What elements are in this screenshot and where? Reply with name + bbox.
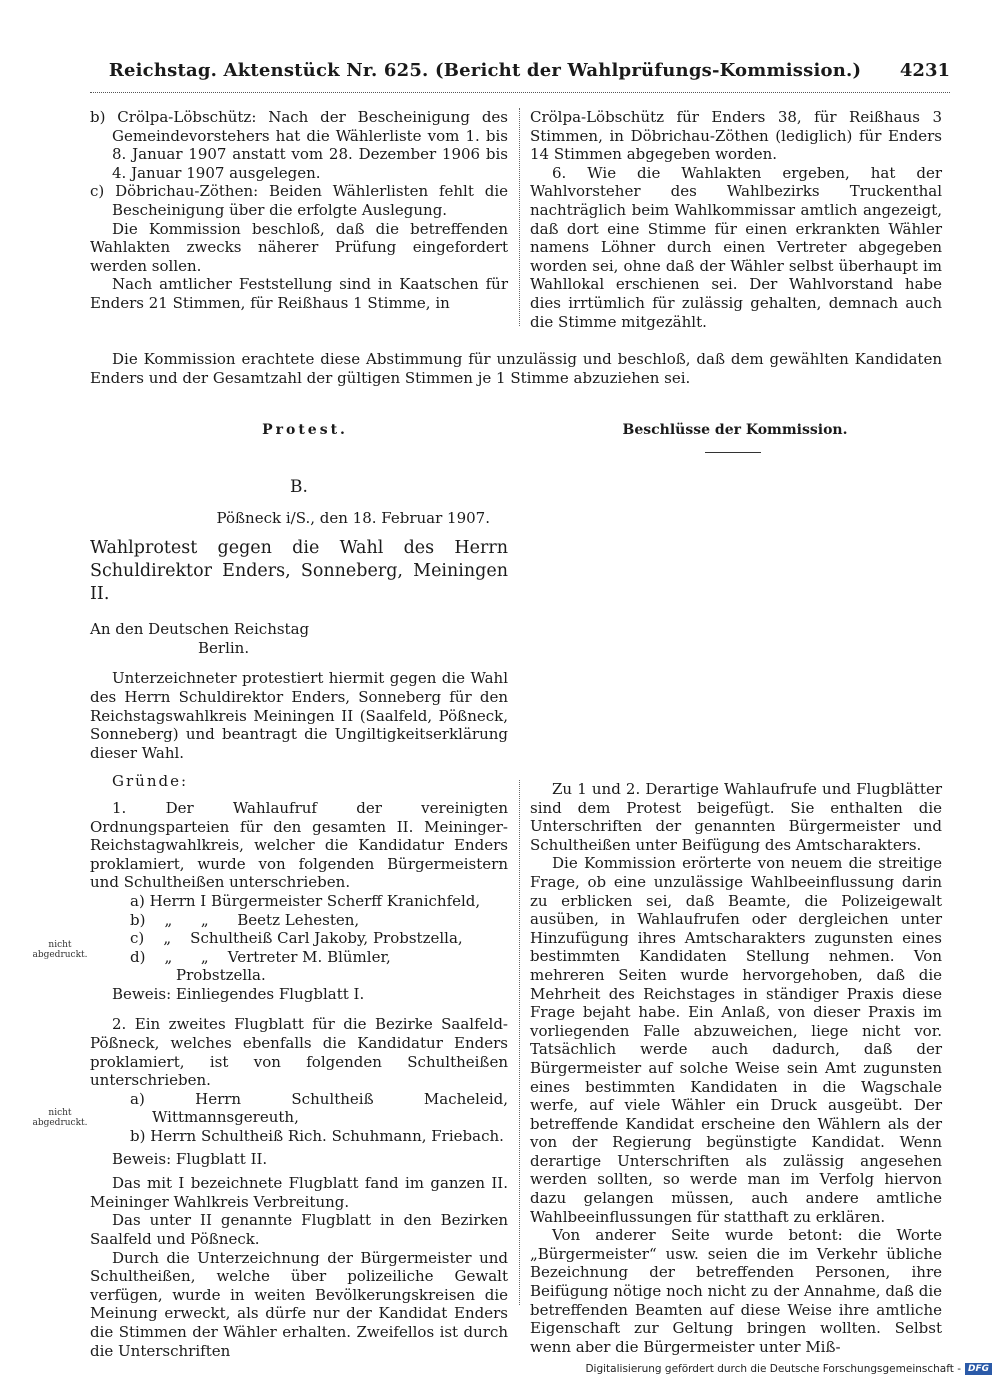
commission-decision-full: Die Kommission erachtete diese Abstimmung für unzulässig und beschloß, daß dem gewählten Kandidaten Enders und der Gesamtzahl der gültigen Stimmen je 1 Stimme abzuziehen sei. bbox=[90, 350, 942, 387]
running-head: Reichstag. Aktenstück Nr. 625. (Bericht der Wahlprüfungs-Kommission.) bbox=[108, 60, 862, 81]
ground-1-item: a) Herrn I Bürgermeister Scherff Kranichfeld, bbox=[130, 891, 481, 910]
top-left-column bbox=[90, 108, 508, 313]
resolutions-column bbox=[530, 780, 942, 1356]
resolution-paragraph: Die Kommission erörterte von neuem die streitige Frage, ob eine unzulässige Wahlbeeinflussung darin zu erblicken sei, daß Beamte, die Polizeigewalt ausüben, in Wahlaufrufen oder dergleichen unter Hinzufügung ihres Amtscharakters zugunsten eines bestimmten Kandidaten Stellung nehmen. Von mehreren Seiten wurde hervorgehoben, daß die Mehrheit des Reichstages in ständiger Praxis diese Frage bejaht habe. Ein Anlaß, von dieser Praxis im vorliegenden Falle abzuweichen, liege nicht vor. Tatsächlich werde auch dadurch, daß der Bürgermeister auf solche Weise sein Amt zugunsten eines bestimmten Kandidaten in die Wagschale werfe, auf viele Wähler ein Druck ausgeübt. Der betreffende Kandidat erscheine den Wählern als der von der Regierung begünstigte Kandidat. Wenn derartige Unterschriften als zulässig angesehen werden sollten, so werde man im Verfolg hiervon dazu gelangen müssen, auch andere amtliche Wahlbeeinflussungen für statthaft zu erklären. bbox=[530, 854, 942, 1226]
dfg-logo: DFG bbox=[965, 1363, 992, 1375]
resolutions-heading: Beschlüsse der Kommission. bbox=[622, 422, 848, 438]
protest-heading: Protest. bbox=[262, 422, 348, 438]
protest-letter: B. bbox=[290, 477, 308, 497]
ground-1-proof: Beweis: Einliegendes Flugblatt I. bbox=[112, 984, 365, 1003]
margin-note: nicht abgedruckt. bbox=[32, 1108, 88, 1128]
digitization-footer bbox=[585, 1363, 992, 1375]
top-right-column bbox=[530, 108, 942, 331]
protest-intro: Unterzeichneter protestiert hiermit gegen die Wahl des Herrn Schuldirektor Enders, Sonneberg für den Reichstagswahlkreis Meiningen II (Saalfeld, Pößneck, Sonneberg) und beantragt die Ungiltigkeitserklärung dieser Wahl. bbox=[90, 669, 508, 762]
ground-2-item: a) Herrn Schultheiß Macheleid, Wittmannsgereuth, bbox=[130, 1089, 508, 1127]
vote-count-continuation: Crölpa-Löbschütz für Enders 38, für Reißhaus 3 Stimmen, in Döbrichau-Zöthen (lediglich) für Enders 14 Stimmen abgegeben worden. bbox=[530, 108, 942, 164]
resolution-paragraph: Von anderer Seite wurde betont: die Worte „Bürgermeister“ usw. seien die im Verkehr übliche Bezeichnung der betreffenden Personen, ihre Beifügung nötige noch nicht zu der Annahme, daß die betreffenden Beamten auf diese Weise ihre amtliche Eigenschaft zur Geltung bringen wollten. Selbst wenn aber die Bürgermeister unter Miß- bbox=[530, 1226, 942, 1356]
item-6: 6. Wie die Wahlakten ergeben, hat der Wahlvorsteher des Wahlbezirks Truckenthal nachträglich beim Wahlkommissar amtlich angezeigt, daß dort eine Stimme für einen erkrankten Wähler namens Löhner durch einen Vertreter abgegeben worden sei, ohne daß der Wähler selbst überhaupt im Wahllokal erschienen sei. Der Wahlvorstand habe dies irrtümlich für zulässig gehalten, demnach auch die Stimme mitgezählt. bbox=[530, 163, 942, 331]
address-line-1: An den Deutschen Reichstag bbox=[90, 620, 310, 639]
page-header bbox=[90, 60, 950, 88]
protest-paragraph: Das mit I bezeichnete Flugblatt fand im ganzen II. Meininger Wahlkreis Verbreitung. bbox=[90, 1174, 508, 1211]
protest-paragraph: Durch die Unterzeichnung der Bürgermeister und Schultheißen, welche über polizeiliche Gewalt verfügen, wurde in weiten Bevölkerungskreisen die Meinung erweckt, als dürfe nur der Kandidat Enders die Stimmen der Wähler erhalten. Zweifellos ist durch die Unterschriften bbox=[90, 1248, 508, 1360]
ground-1-item: d) „ „ Vertreter M. Blümler, bbox=[130, 947, 391, 966]
header-rule bbox=[90, 92, 950, 93]
margin-note: nicht abgedruckt. bbox=[32, 940, 88, 960]
resolutions-heading-rule bbox=[705, 452, 761, 453]
ground-1-item: Probstzella. bbox=[176, 966, 266, 985]
ground-2-proof: Beweis: Flugblatt II. bbox=[112, 1149, 268, 1168]
item-b: b) Crölpa-Löbschütz: Nach der Bescheinigung des Gemeindevorstehers hat die Wählerliste vom 1. bis 8. Januar 1907 anstatt vom 28. Dezember 1906 bis 4. Januar 1907 ausgelegen. bbox=[90, 108, 508, 182]
item-c: c) Döbrichau-Zöthen: Beiden Wählerlisten fehlt die Bescheinigung über die erfolgte Auslegung. bbox=[90, 182, 508, 219]
protest-paragraph: Das unter II genannte Flugblatt in den Bezirken Saalfeld und Pößneck. bbox=[90, 1211, 508, 1248]
protest-title: Wahlprotest gegen die Wahl des Herrn Schuldirektor Enders, Sonneberg, Meiningen II. bbox=[90, 538, 508, 605]
ground-2-item: b) Herrn Schultheiß Rich. Schuhmann, Friebach. bbox=[130, 1127, 504, 1146]
official-count-paragraph: Nach amtlicher Feststellung sind in Kaatschen für Enders 21 Stimmen, für Reißhaus 1 Stimme, in bbox=[90, 275, 508, 312]
protest-column bbox=[90, 478, 508, 1360]
ground-2: 2. Ein zweites Flugblatt für die Bezirke Saalfeld-Pößneck, welches ebenfalls die Kandidatur Enders proklamiert, ist von folgenden Schultheißen unterschrieben. bbox=[90, 1015, 508, 1090]
ground-1-item: b) „ „ Beetz Lehesten, bbox=[130, 910, 360, 929]
column-divider-top bbox=[519, 108, 520, 326]
page-number: 4231 bbox=[899, 60, 950, 81]
ground-1: 1. Der Wahlaufruf der vereinigten Ordnungsparteien für den gesamten II. Meininger-Reichstagwahlkreis, welcher die Kandidatur Enders proklamiert, wurde von folgenden Bürgermeistern und Schultheißen unterschrieben. bbox=[90, 798, 508, 892]
ground-1-item: c) „ Schultheiß Carl Jakoby, Probstzella, bbox=[130, 929, 463, 948]
footer-text: Digitalisierung gefördert durch die Deutsche Forschungsgemeinschaft - bbox=[585, 1363, 961, 1375]
column-divider-bottom bbox=[519, 780, 520, 1305]
address-line-2: Berlin. bbox=[198, 638, 250, 657]
commission-decision-paragraph: Die Kommission beschloß, daß die betreffenden Wahlakten zwecks näherer Prüfung eingefordert werden sollen. bbox=[90, 219, 508, 275]
place-date: Pößneck i/S., den 18. Februar 1907. bbox=[216, 508, 490, 527]
grounds-label: Gründe: bbox=[112, 772, 189, 791]
resolution-paragraph: Zu 1 und 2. Derartige Wahlaufrufe und Flugblätter sind dem Protest beigefügt. Sie enthalten die Unterschriften der genannten Bürgermeister und Schultheißen unter Beifügung des Amtscharakters. bbox=[530, 780, 942, 854]
